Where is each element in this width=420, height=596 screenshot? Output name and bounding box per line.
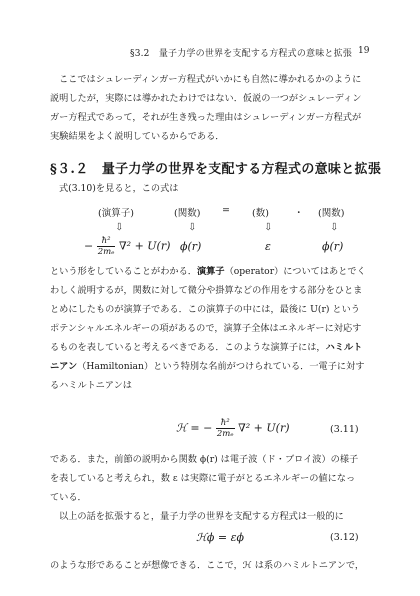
text-line: ここではシュレーディンガー方程式がいかにも自然に導かれるかのように	[59, 74, 362, 85]
label-equals: =	[222, 205, 230, 216]
text-line: わしく説明するが，関数に対して微分や掛算などの作用をする部分をひとま	[50, 285, 363, 296]
phi-expression-2: ϕ(r)	[322, 240, 344, 253]
text-line: ポテンシャルエネルギーの項があるので，演算子全体はエネルギーに対応す	[50, 323, 362, 334]
page-number: 19	[358, 46, 370, 56]
text-line: 実験結果をよく説明しているからである．	[50, 131, 225, 142]
label-number: (数)	[252, 208, 269, 219]
equation-number-3-11: (3.11)	[330, 424, 359, 435]
arrow-down-icon: ⇩	[115, 222, 124, 233]
equation-lhs: ℋ = −	[176, 421, 213, 435]
section-title: §３.２ 量子力学の世界を支配する方程式の意味と拡張	[50, 162, 382, 177]
running-head: §3.2 量子力学の世界を支配する方程式の意味と拡張	[130, 49, 353, 59]
operator-paragraph	[50, 262, 372, 395]
fraction-numerator: ħ²	[97, 236, 116, 247]
label-function2: (関数)	[318, 208, 345, 219]
term-hamiltonian-cont: ニアン	[50, 361, 78, 372]
fraction-denominator: 2mₑ	[97, 247, 115, 257]
intro-paragraph	[50, 70, 372, 146]
laplacian-term: ∇² + U(r)	[118, 239, 171, 253]
text-line: のような形であることが想像できる．ここで，ℋ は系のハミルトニアンで，	[50, 560, 365, 571]
equation-3-11	[176, 418, 290, 439]
arrow-down-icon: ⇩	[330, 222, 339, 233]
operator-expression	[84, 236, 170, 257]
text-line: 説明したが，実際には導かれたわけではない．仮説の一つがシュレーディン	[50, 93, 362, 104]
label-dot: ・	[294, 208, 304, 219]
text-line	[50, 262, 372, 281]
text-line	[50, 357, 372, 376]
label-function: (関数)	[174, 208, 201, 219]
text-line: を表していると考えられ，数 ε は実際に電子がとるエネルギーの値になっ	[50, 473, 356, 484]
fraction	[216, 418, 235, 439]
equation-rhs: ∇² + U(r)	[238, 421, 290, 435]
fraction	[97, 236, 116, 257]
wavefunction-paragraph	[50, 450, 372, 526]
epsilon-symbol: ε	[265, 240, 271, 253]
term-hamiltonian: ハミルト	[325, 342, 363, 353]
text-line: とめにしたものが演算子である．この演算子の中には，最後に U(r) という	[50, 304, 360, 315]
text-span: るものを表していると考えるべきである．このような演算子には，	[50, 342, 326, 353]
term-operator: 演算子	[197, 266, 225, 277]
text-line: である．また，前節の説明から関数 ϕ(r) は電子波（ド・ブロイ波）の様子	[50, 454, 359, 465]
equation-number-3-12: (3.12)	[330, 532, 359, 543]
text-span: （operator）についてはあとでく	[224, 266, 366, 277]
phi-expression: ϕ(r)	[180, 240, 202, 253]
equation-3-12: ℋϕ = εϕ	[196, 531, 244, 544]
text-line: 以上の話を拡張すると，量子力学の世界を支配する方程式は一般的に	[59, 511, 344, 522]
arrow-down-icon: ⇩	[188, 222, 197, 233]
text-span: （Hamiltonian）という特別な名前がつけられている．一電子に対す	[77, 361, 365, 372]
fraction-denominator: 2mₑ	[216, 429, 234, 439]
fraction-numerator: ħ²	[216, 418, 235, 429]
closing-paragraph	[50, 556, 372, 575]
text-line: ている．	[50, 492, 87, 503]
text-span: という形をしていることがわかる．	[50, 266, 197, 277]
minus-sign: −	[84, 239, 94, 253]
text-line: るハミルトニアンは	[50, 380, 132, 391]
label-operator: (演算子)	[98, 208, 134, 219]
arrow-down-icon: ⇩	[264, 222, 273, 233]
text-line	[50, 338, 372, 357]
lead-text: 式(3.10)を見ると，この式は	[59, 183, 179, 194]
text-line: ガー方程式であって，それが生き残った理由はシュレーディンガー方程式が	[50, 112, 362, 123]
